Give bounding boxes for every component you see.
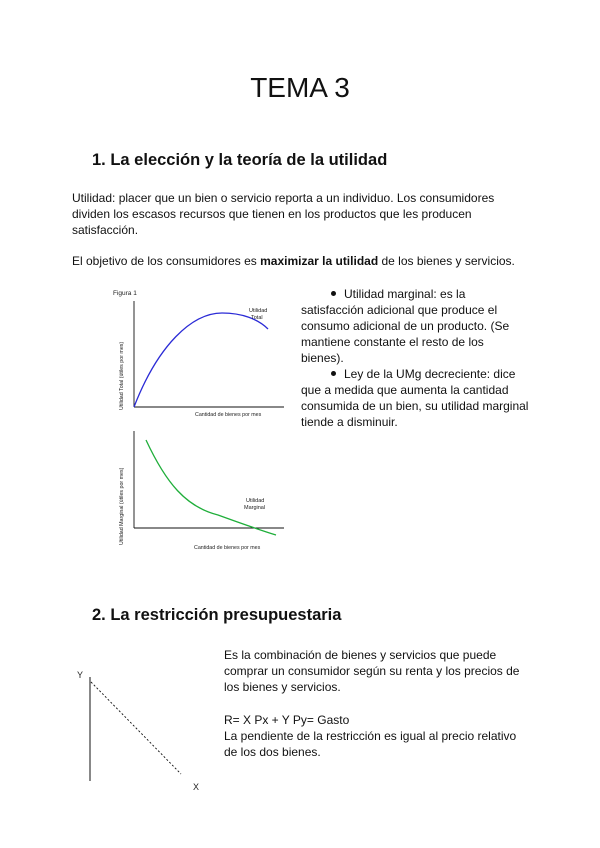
paragraph-2-text-end: de los bienes y servicios. xyxy=(378,254,515,268)
total-utility-label-2: Total xyxy=(251,315,263,321)
bullet-item xyxy=(301,286,529,366)
section-2-heading: 2. La restricción presupuestaria xyxy=(92,606,342,624)
marginal-utility-label-1: Utilidad xyxy=(246,498,265,504)
bullet-text: Utilidad marginal: es la satisfacción adicional que produce el consumo adicional de un producto. (Se mantiene constante el resto de los bienes). xyxy=(301,287,510,365)
section-1-paragraph-1: Utilidad: placer que un bien o servicio reporta a un individuo. Los consumidores dividen los escasos recursos que tienen en los productos que les producen satisfacción. xyxy=(72,191,495,237)
top-y-axis-label: Utilidad Total (útiles por mes) xyxy=(119,341,125,410)
x-axis-label: X xyxy=(193,782,200,792)
top-x-axis-label: Cantidad de bienes por mes xyxy=(195,412,262,418)
bottom-x-axis-label: Cantidad de bienes por mes xyxy=(194,545,261,551)
page-title: TEMA 3 xyxy=(250,72,350,103)
y-axis-label: Y xyxy=(77,670,84,680)
budget-line xyxy=(91,682,181,774)
bullet-dot-icon xyxy=(331,371,336,376)
bullet-text: Ley de la UMg decreciente: dice que a medida que aumenta la cantidad consumida de un bien, su utilidad marginal tiende a disminuir. xyxy=(301,367,529,429)
bullet-dot-icon xyxy=(331,291,336,296)
utility-figure xyxy=(110,283,290,558)
bottom-y-axis-label: Utilidad Marginal (útiles por mes) xyxy=(119,467,125,545)
section-1-heading: 1. La elección y la teoría de la utilidad xyxy=(92,151,388,169)
bullet-list xyxy=(301,286,529,430)
bullet-item xyxy=(301,366,529,430)
section-2-paragraph-1: Es la combinación de bienes y servicios que puede comprar un consumidor según su renta y los precios de los bienes y servicios. xyxy=(224,648,520,694)
total-utility-label-1: Utilidad xyxy=(249,308,268,314)
figure-label: Figura 1 xyxy=(113,290,137,297)
section-1-paragraph-2 xyxy=(72,253,542,269)
budget-formula: R= X Px + Y Py= Gasto xyxy=(224,713,350,727)
section-2-paragraph-2: La pendiente de la restricción es igual al precio relativo de los dos bienes. xyxy=(224,729,517,759)
marginal-utility-label-2: Marginal xyxy=(244,505,266,511)
paragraph-2-bold-text: maximizar la utilidad xyxy=(260,254,379,268)
paragraph-2-text-start: El objetivo de los consumidores es xyxy=(72,254,261,268)
budget-constraint-graph xyxy=(70,665,220,795)
